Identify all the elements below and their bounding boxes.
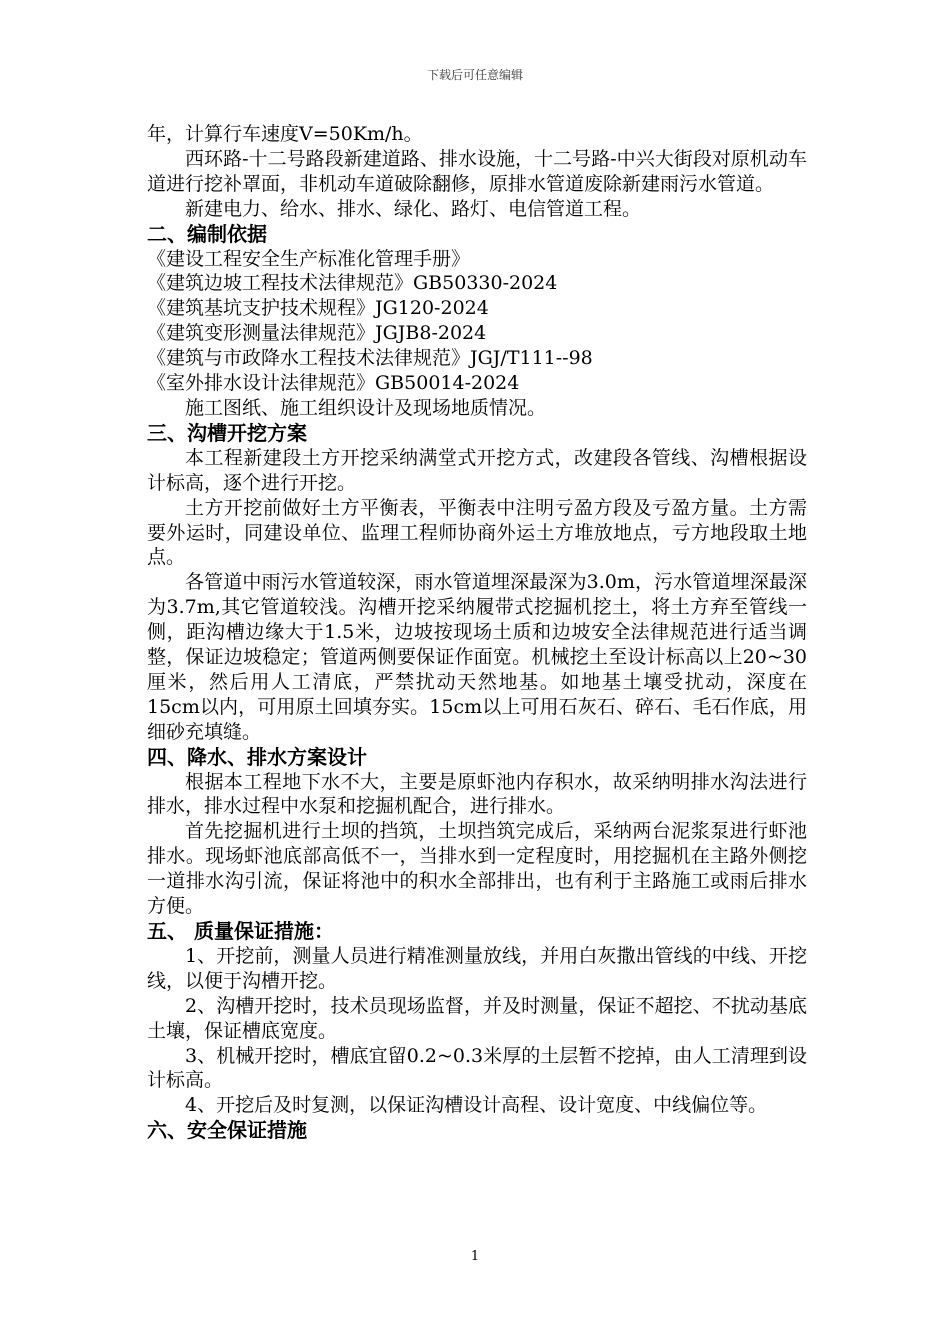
paragraph-drainage-method: 根据本工程地下水不大，主要是原虾池内存积水，故采纳明排水沟法进行排水，排水过程中水泵和挖掘机配合，进行排水。 <box>147 770 807 818</box>
reference-item: 《建筑变形测量法律规范》JGJB8-2024 <box>147 322 487 345</box>
paragraph-drainage-steps: 首先挖掘机进行土坝的挡筑，土坝挡筑完成后，采纳两台泥浆泵进行虾池排水。现场虾池底部高低不一，当排水到一定程度时，用挖掘机在主路外侧挖一道排水沟引流，保证将池中的积水全部排出，也有利于主路施工或雨后排水方便。 <box>147 820 807 918</box>
paragraph-speed: 年，计算行车速度V=50Km/h。 <box>147 123 423 145</box>
reference-item: 《建筑边坡工程技术法律规范》GB50330-2024 <box>147 272 558 295</box>
paragraph-scope-pipes: 新建电力、给水、排水、绿化、路灯、电信管道工程。 <box>185 197 642 220</box>
reference-item: 《室外排水设计法律规范》GB50014-2024 <box>147 372 520 395</box>
quality-item: 2、沟槽开挖时，技术员现场监督，并及时测量，保证不超挖、不扰动基底土壤，保证槽底宽度。 <box>147 994 807 1042</box>
heading-trench: 三、沟槽开挖方案 <box>147 420 307 445</box>
quality-item: 4、开挖后及时复测，以保证沟槽设计高程、设计宽度、中线偏位等。 <box>185 1094 768 1117</box>
heading-quality: 五、 质量保证措施： <box>147 919 334 943</box>
quality-item: 1、开挖前，测量人员进行精准测量放线，并用白灰撒出管线的中线、开挖线，以便于沟槽开挖。 <box>147 944 807 992</box>
document-body <box>147 122 807 1143</box>
heading-safety: 六、安全保证措施 <box>147 1118 307 1143</box>
paragraph-earth-balance: 土方开挖前做好土方平衡表，平衡表中注明亏盈方段及亏盈方量。土方需要外运时，同建设单位、监理工程师协商外运土方堆放地点，亏方地段取土地点。 <box>147 496 807 569</box>
reference-item: 施工图纸、施工组织设计及现场地质情况。 <box>185 396 547 419</box>
reference-item: 《建筑与市政降水工程技术法律规范》JGJ/T111--98 <box>147 347 593 370</box>
quality-item: 3、机械开挖时，槽底宜留0.2~0.3米厚的土层暂不挖掉，由人工清理到设计标高。 <box>147 1044 807 1092</box>
reference-item: 《建筑基坑支护技术规程》JG120-2024 <box>147 297 489 320</box>
page-number: 1 <box>470 1249 480 1264</box>
paragraph-scope-roads: 西环路-十二号路段新建道路、排水设施，十二号路-中兴大街段对原机动车道进行挖补罩面，非机动车道破除翻修，原排水管道废除新建雨污水管道。 <box>147 147 807 195</box>
paragraph-excavation-method: 本工程新建段土方开挖采纳满堂式开挖方式，改建段各管线、沟槽根据设计标高，逐个进行开挖。 <box>147 446 807 494</box>
paragraph-pipe-depth: 各管道中雨污水管道较深，雨水管道埋深最深为3.0m，污水管道埋深最深为3.7m,其它管道较浅。沟槽开挖采纳履带式挖掘机挖土，将土方弃至管线一侧，距沟槽边缘大于1.5米，边坡按现场土质和边坡安全法律规范进行适当调整，保证边坡稳定；管道两侧要保证作面宽。机械挖土至设计标高以上20~30厘米，然后用人工清底，严禁扰动天然地基。如地基土壤受扰动，深度在 15cm以内，可用原土回填夯实。15cm以上可用石灰石、碎石、毛石作底，用细砂充填缝。 <box>147 571 807 743</box>
heading-dewatering: 四、降水、排水方案设计 <box>147 744 367 769</box>
header-note: 下载后可任意编辑 <box>426 68 523 82</box>
reference-item: 《建设工程安全生产标准化管理手册》 <box>147 247 471 270</box>
heading-basis: 二、编制依据 <box>147 221 267 246</box>
